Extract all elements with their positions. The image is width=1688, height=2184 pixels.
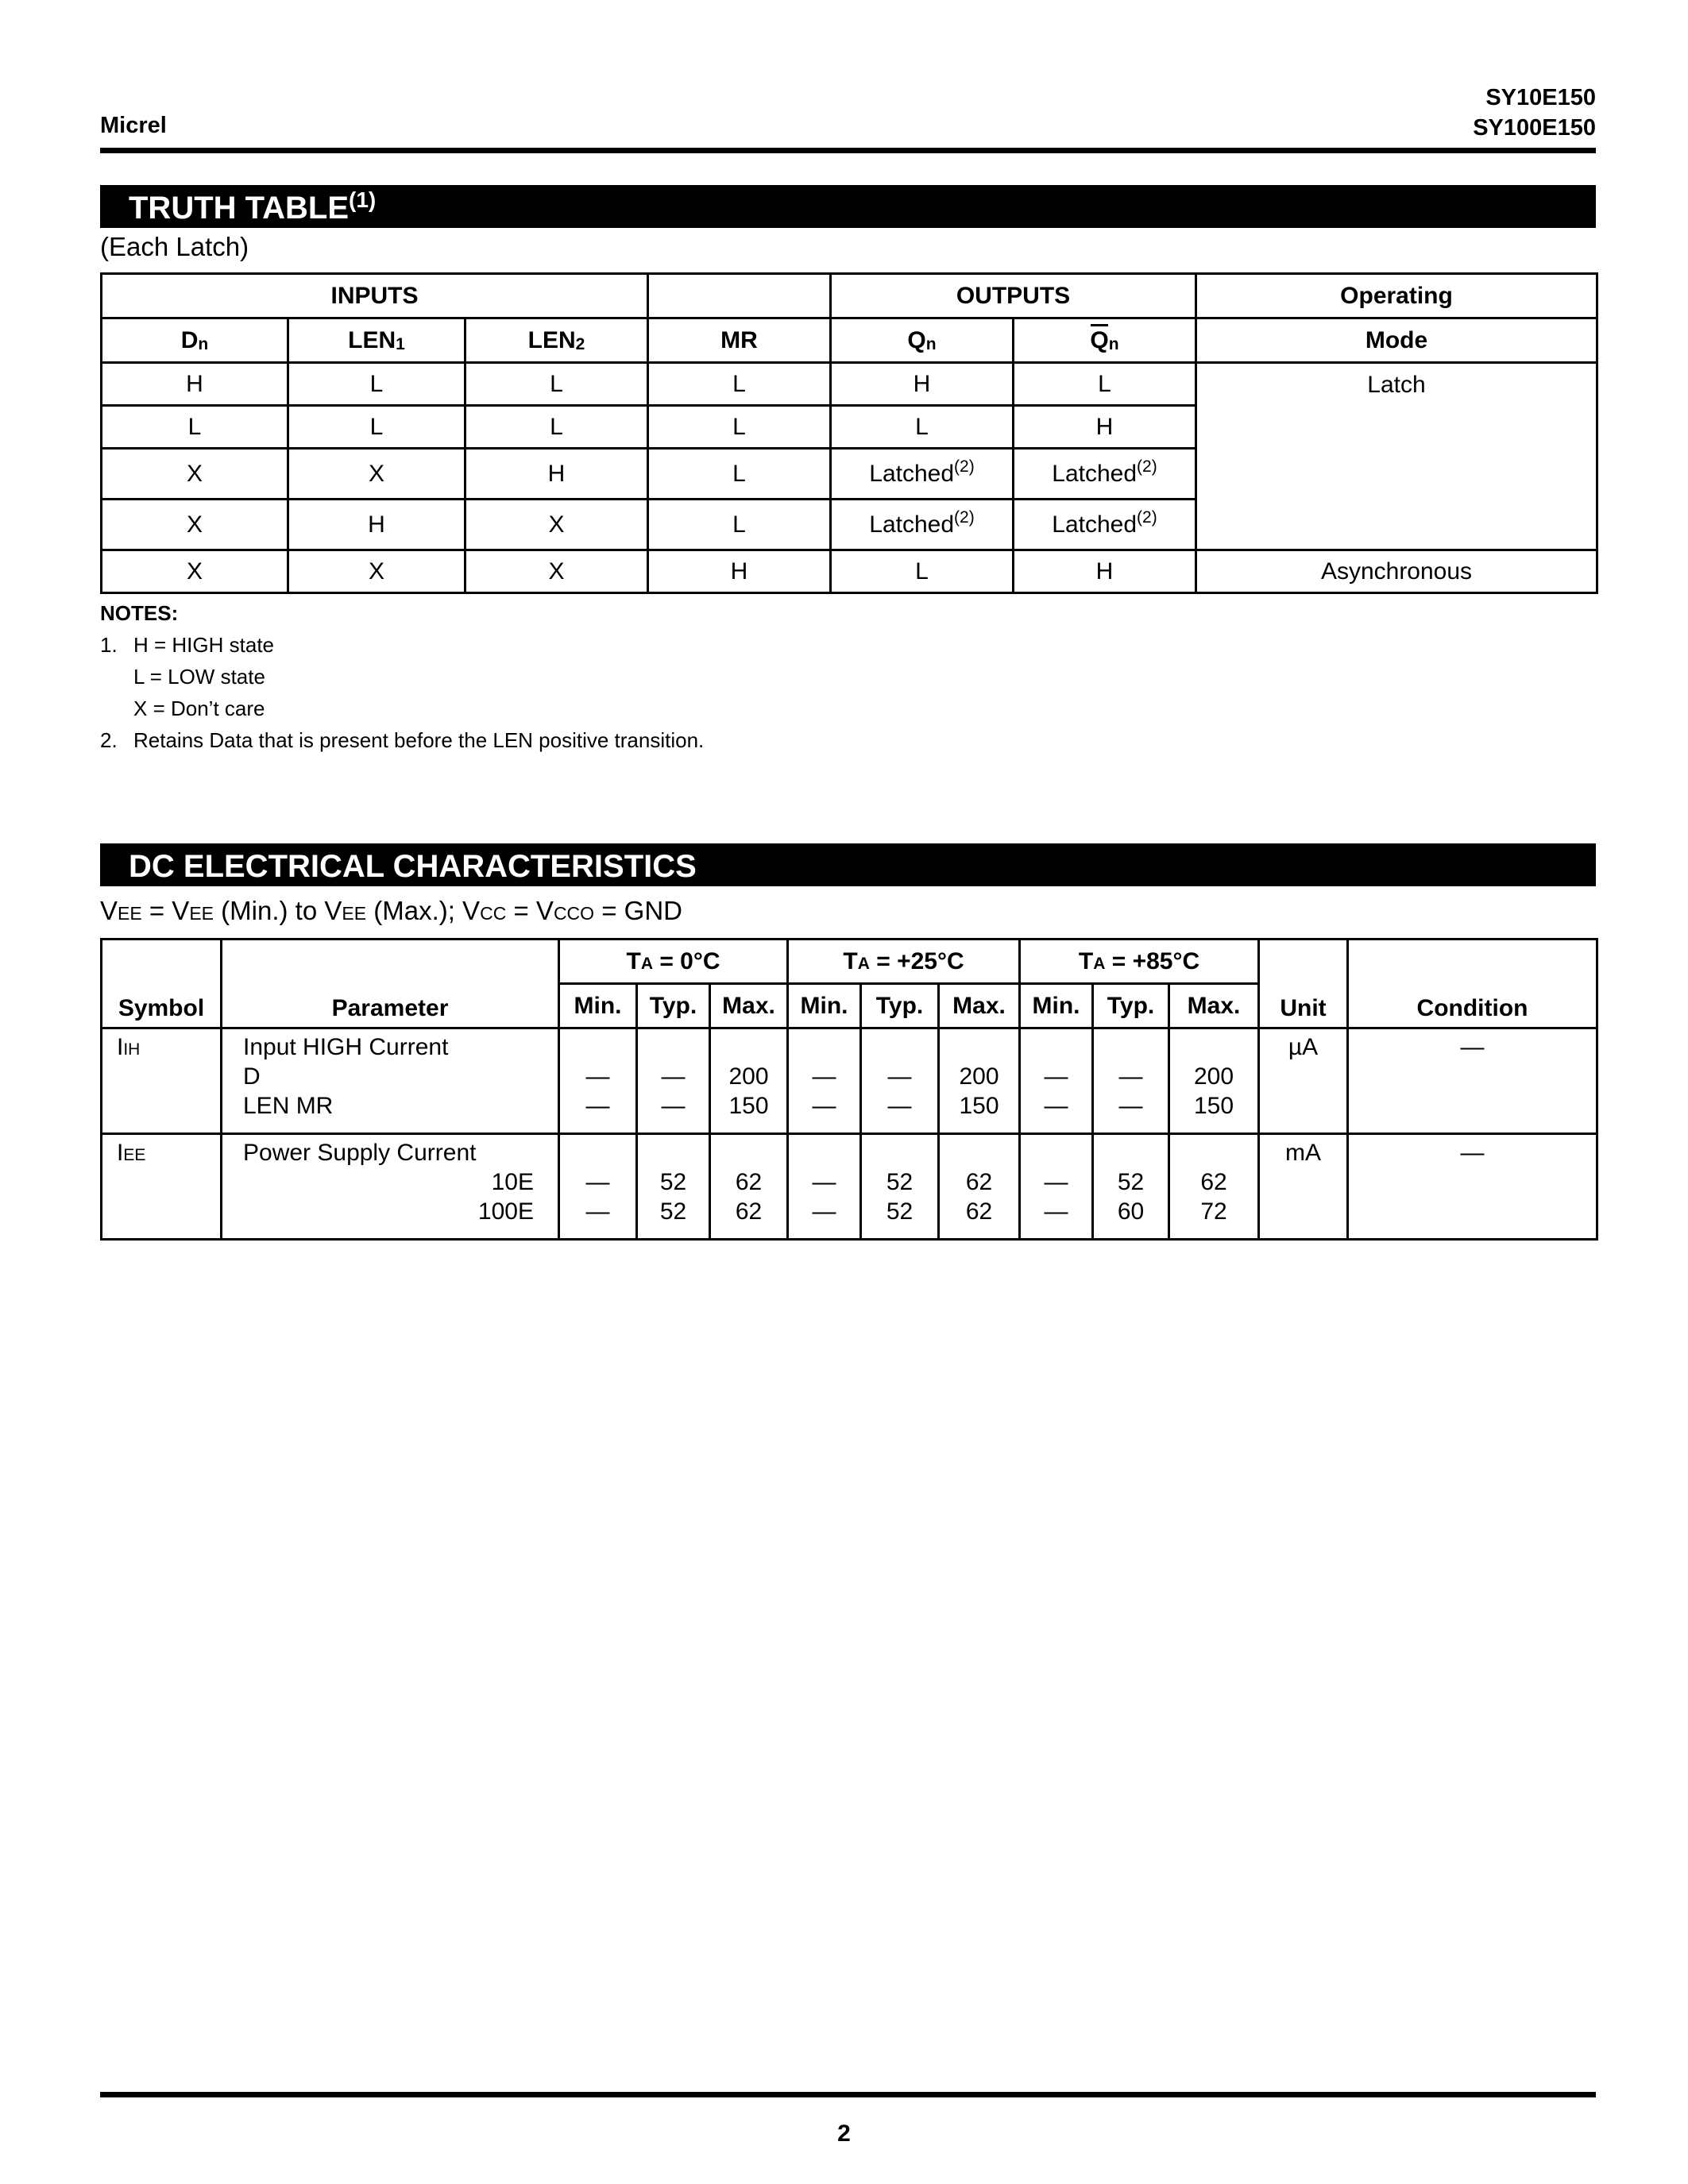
header-parameter: Parameter <box>222 940 559 1028</box>
truth-table <box>100 272 1598 594</box>
note-1b: L = LOW state <box>133 665 265 689</box>
table-row: X X X H L H Asynchronous <box>102 550 1597 593</box>
table-row: IEE Power Supply Current 10E 100E — — 52 52 62 62 — — 52 52 62 62 — — 52 60 62 72 mA — <box>102 1134 1597 1240</box>
dc-characteristics-table <box>100 938 1598 1241</box>
header-min: Min. <box>1020 984 1093 1028</box>
header-max: Max. <box>1169 984 1259 1028</box>
truth-table-notes <box>100 597 704 756</box>
unit-ma: mA <box>1259 1134 1348 1240</box>
part-numbers <box>1473 83 1596 143</box>
header-ta-85c: TA = +85°C <box>1020 940 1259 984</box>
header-max: Max. <box>710 984 788 1028</box>
mode-asynchronous: Asynchronous <box>1196 550 1597 593</box>
header-blank <box>648 274 831 318</box>
param-power-supply-current: Power Supply Current 10E 100E <box>222 1134 559 1240</box>
dc-characteristics-heading: DC ELECTRICAL CHARACTERISTICS <box>100 843 1596 886</box>
header-mr: MR <box>648 318 831 363</box>
part-number-100e: SY100E150 <box>1473 115 1596 141</box>
header-ta-25c: TA = +25°C <box>788 940 1020 984</box>
note-2: 2. Retains Data that is present before the LEN positive transition. <box>100 728 705 752</box>
header-len1: $LEN_1$ <box>288 318 465 363</box>
header-condition: Condition <box>1348 940 1597 1028</box>
header-dn: $D_n$ <box>102 318 288 363</box>
truth-table-heading: TRUTH TABLE$^{(1)}$ <box>100 185 1596 228</box>
header-min: Min. <box>559 984 637 1028</box>
header-operating: Operating <box>1196 274 1597 318</box>
mode-latch: Latch <box>1196 363 1597 550</box>
truth-table-subtitle: (Each Latch) <box>100 232 249 261</box>
header-typ: Typ. <box>861 984 939 1028</box>
table-row: L L L L L H <box>102 406 1597 449</box>
condition-value: — <box>1348 1134 1597 1240</box>
notes-heading: NOTES: <box>100 601 179 625</box>
dc-conditions: VEE = VEE (Min.) to VEE (Max.); VCC = VCCO = GND <box>100 896 683 925</box>
table-row: X X H L Latched$^{(2)}$ Latched$^{(2)}$ <box>102 449 1597 500</box>
symbol-iee: IEE <box>102 1134 222 1240</box>
table-row: IIH Input HIGH Current D LEN MR — — — — 200 150 — — — — 200 150 — — — — 200 150 µA — <box>102 1028 1597 1134</box>
header-mode: Mode <box>1196 318 1597 363</box>
brand-name: Micrel <box>100 113 167 138</box>
table-row: H L L L H L Latch <box>102 363 1597 406</box>
condition-value: — <box>1348 1028 1597 1134</box>
header-qn-bar: $Q_n$ <box>1014 318 1196 363</box>
param-input-high-current: Input HIGH Current D LEN MR <box>222 1028 559 1134</box>
table-row: X H X L Latched$^{(2)}$ Latched$^{(2)}$ <box>102 500 1597 550</box>
header-max: Max. <box>939 984 1020 1028</box>
bottom-rule <box>100 2092 1596 2097</box>
header-min: Min. <box>788 984 861 1028</box>
top-rule <box>100 148 1596 153</box>
part-number-10e: SY10E150 <box>1485 85 1596 110</box>
header-unit: Unit <box>1259 940 1348 1028</box>
header-len2: $LEN_2$ <box>465 318 648 363</box>
header-typ: Typ. <box>637 984 710 1028</box>
header-symbol: Symbol <box>102 940 222 1028</box>
header-qn: $Q_n$ <box>831 318 1014 363</box>
header-inputs: INPUTS <box>102 274 648 318</box>
header-typ: Typ. <box>1093 984 1169 1028</box>
unit-ua: µA <box>1259 1028 1348 1134</box>
note-1c: X = Don’t care <box>133 696 265 720</box>
note-1: 1. H = HIGH state <box>100 633 274 657</box>
header-outputs: OUTPUTS <box>831 274 1196 318</box>
symbol-iih: IIH <box>102 1028 222 1134</box>
page-number: 2 <box>837 2120 851 2147</box>
header-ta-0c: TA = 0°C <box>559 940 788 984</box>
